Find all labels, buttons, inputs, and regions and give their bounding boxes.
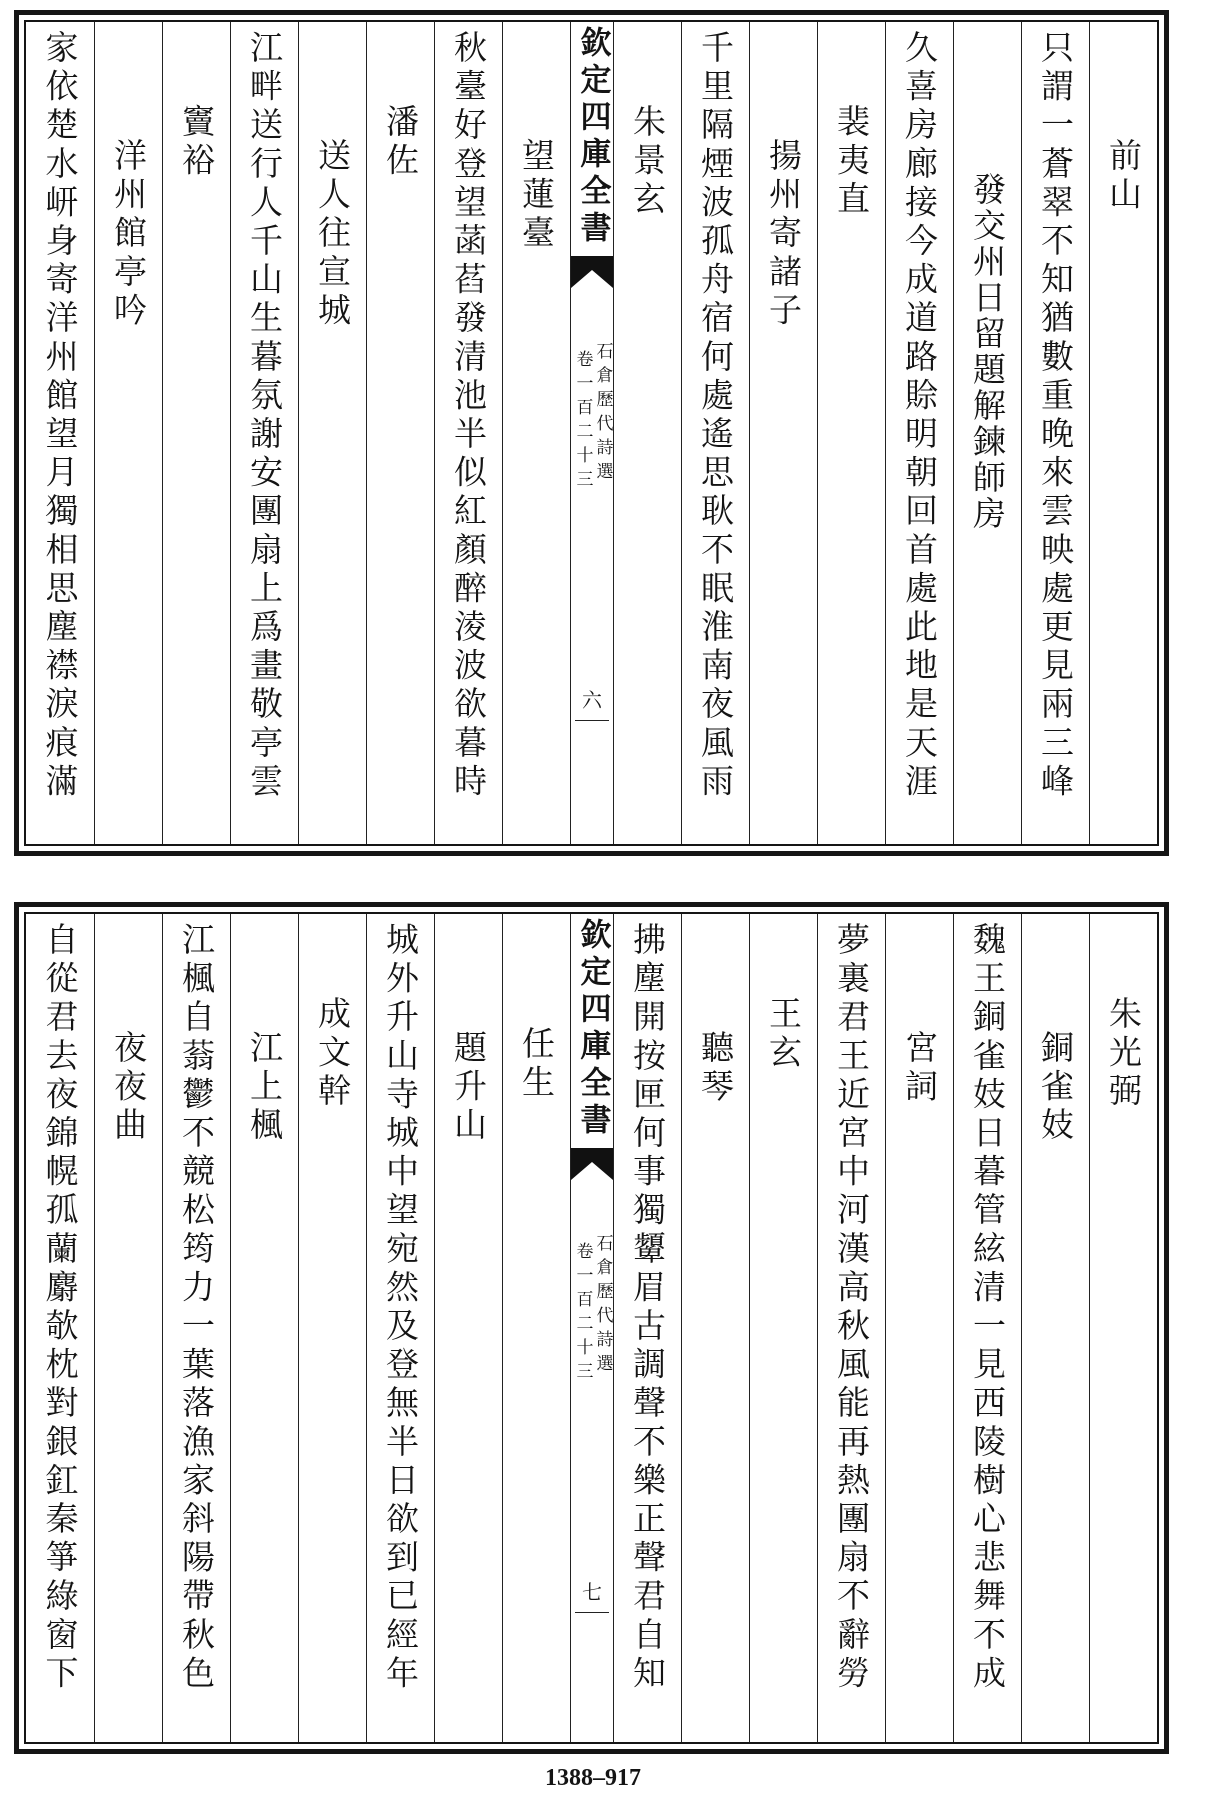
title-column: [230, 914, 298, 1742]
poet-name: 王玄: [764, 996, 803, 1074]
poem-text: 秋臺好登望菡萏發清池半似紅顏醉淩波欲暮時: [449, 30, 488, 802]
series-title: 欽定四庫全書: [574, 918, 611, 1140]
fish-tail-icon: [571, 256, 613, 288]
title-column: [681, 914, 749, 1742]
poem-column: [613, 914, 681, 1742]
book-title: 石倉歷代詩選: [592, 1234, 613, 1378]
poem-column: [817, 914, 885, 1742]
page-number: 1388–917: [545, 1765, 641, 1791]
poem-text: 夢裏君王近宮中河漢高秋風能再熱團扇不辭勞: [832, 922, 871, 1694]
author-column: [817, 22, 885, 844]
series-title: 欽定四庫全書: [574, 26, 611, 248]
poem-title: 前山: [1104, 138, 1143, 216]
poem-column: [885, 22, 953, 844]
title-column: [502, 22, 570, 844]
poem-text: 魏王銅雀妓日暮管絃清一見西陵樹心悲舞不成: [968, 922, 1007, 1694]
author-column: [613, 22, 681, 844]
poem-text: 城外升山寺城中望宛然及登無半日欲到已經年: [381, 922, 420, 1694]
poem-title: 送人往宣城: [313, 138, 352, 331]
poem-column: [162, 914, 230, 1742]
upper-page-frame: [14, 10, 1169, 856]
title-column: [749, 22, 817, 844]
poem-text: 千里隔煙波孤舟宿何處遙思耿不眠淮南夜風雨: [696, 30, 735, 802]
poem-column: [230, 22, 298, 844]
poem-text: 自從君去夜錦幌孤蘭麝欹枕對銀釭秦箏綠窗下: [40, 922, 80, 1694]
title-column: [434, 914, 502, 1742]
title-column: [1021, 914, 1089, 1742]
author-column: [749, 914, 817, 1742]
margin-series-title: [571, 26, 613, 248]
title-column: [1089, 22, 1157, 844]
margin-series-title: [571, 918, 613, 1140]
poem-column: [26, 914, 94, 1742]
poem-column: [953, 914, 1021, 1742]
author-column: [502, 914, 570, 1742]
poem-title: 江上楓: [245, 1030, 284, 1146]
title-column: [885, 914, 953, 1742]
poem-title: 夜夜曲: [109, 1030, 148, 1146]
poem-text: 只謂一蒼翠不知猶數重晚來雲映處更見兩三峰: [1036, 30, 1075, 802]
poem-title: 題升山: [449, 1030, 488, 1146]
volume-number: 卷一百二十三: [572, 1242, 593, 1386]
author-column: [162, 22, 230, 844]
poet-name: 朱景玄: [628, 104, 667, 220]
poem-title: 望蓮臺: [517, 138, 556, 254]
author-column: [366, 22, 434, 844]
poem-text: 江楓自蓊鬱不競松筠力一葉落漁家斜陽帶秋色: [177, 922, 216, 1694]
poem-column: [26, 22, 94, 844]
poem-title: 揚州寄諸子: [764, 138, 803, 331]
author-column: [298, 914, 366, 1742]
folio-number: 七: [582, 1580, 602, 1604]
title-column: [94, 914, 162, 1742]
center-margin: [570, 22, 613, 844]
poet-name: 裴夷直: [832, 104, 871, 220]
poem-column: [1021, 22, 1089, 844]
poet-name: 竇裕: [177, 104, 216, 182]
center-margin: [570, 914, 613, 1742]
poet-name: 成文幹: [313, 996, 352, 1112]
poem-title: 聽琴: [696, 1030, 735, 1108]
title-column: [94, 22, 162, 844]
margin-rule: [575, 720, 609, 721]
poem-title: 宮詞: [900, 1030, 939, 1108]
folio-number: 六: [582, 688, 602, 712]
fish-tail-icon: [571, 1148, 613, 1180]
title-column: [298, 22, 366, 844]
title-column: [953, 22, 1021, 844]
upper-page-columns: [24, 20, 1159, 846]
lower-page-columns: [24, 912, 1159, 1744]
poem-title: 洋州館亭吟: [109, 138, 148, 331]
book-title: 石倉歷代詩選: [592, 342, 613, 486]
poem-column: [366, 914, 434, 1742]
poem-column: [681, 22, 749, 844]
poem-text: 久喜房廊接今成道路賒明朝回首處此地是天涯: [900, 30, 939, 802]
poet-name: 朱光弼: [1104, 996, 1143, 1112]
author-column: [1089, 914, 1157, 1742]
poet-name: 潘佐: [381, 104, 420, 182]
volume-number: 卷一百二十三: [572, 350, 593, 494]
poem-title: 發交州日留題解鍊師房: [968, 172, 1007, 532]
poem-text: 拂塵開按匣何事獨顰眉古調聲不樂正聲君自知: [628, 922, 667, 1694]
poet-name: 任生: [517, 1026, 556, 1104]
poem-title: 銅雀妓: [1036, 1030, 1075, 1146]
poem-column: [434, 22, 502, 844]
margin-book-info: [571, 1234, 613, 1386]
poem-text: 家依楚水岍身寄洋州館望月獨相思塵襟淚痕滿: [40, 30, 80, 802]
lower-page-frame: [14, 902, 1169, 1754]
margin-rule: [575, 1612, 609, 1613]
margin-book-info: [571, 342, 613, 494]
poem-text: 江畔送行人千山生暮氛謝安團扇上爲畫敬亭雲: [245, 30, 284, 802]
